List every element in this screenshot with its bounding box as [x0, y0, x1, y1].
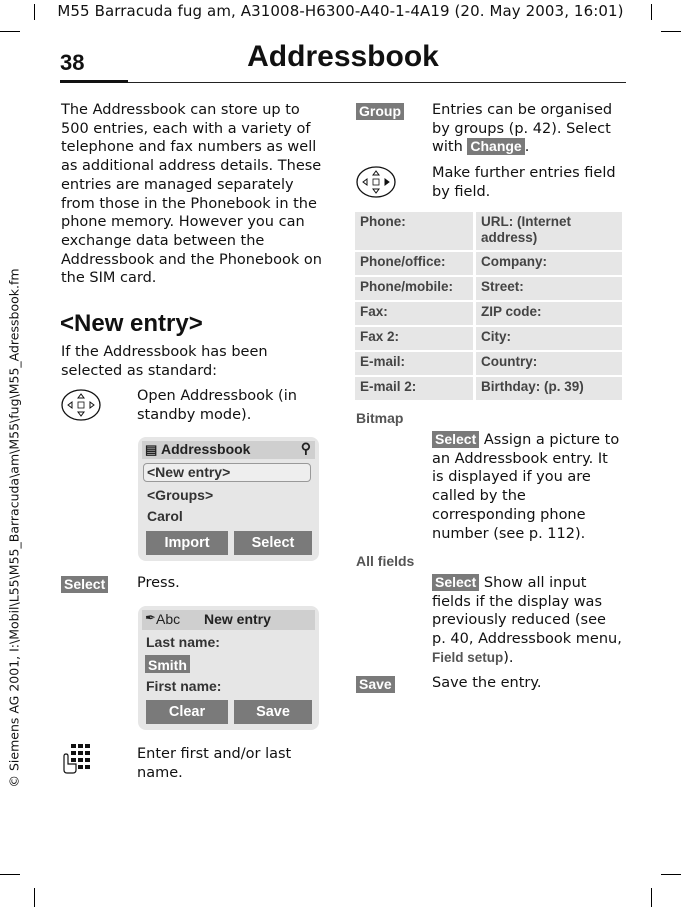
title-rule	[60, 82, 626, 83]
field-cell: E-mail:	[355, 352, 473, 375]
step-enter-name: Enter first and/or last name.	[137, 746, 292, 781]
save-button[interactable]: Save	[234, 700, 312, 724]
all-fields-text: Show all input fields if the display was previously reduced (see p. 40, Addressbook menu,	[432, 575, 622, 648]
field-cell: Fax 2:	[355, 327, 473, 350]
crop-mark	[661, 31, 681, 32]
title-rule-thick	[60, 80, 128, 83]
phone-screen-addressbook	[138, 437, 319, 561]
table-row	[355, 252, 622, 275]
select-key: Select	[432, 431, 479, 448]
import-button[interactable]: Import	[146, 531, 228, 555]
change-key: Change	[467, 138, 524, 155]
table-row	[355, 302, 622, 325]
last-name-field[interactable]	[145, 655, 190, 673]
field-cell: Phone/mobile:	[355, 277, 473, 300]
select-key: Select	[61, 576, 108, 593]
bitmap-description	[432, 431, 624, 543]
last-name-label: Last name:	[146, 634, 220, 650]
field-cell: Birthday: (p. 39)	[473, 377, 622, 400]
save-description: Save the entry.	[432, 675, 542, 691]
section-heading: <New entry>	[60, 310, 203, 337]
field-cell: URL: (Internet address)	[473, 212, 622, 250]
bitmap-text: Assign a picture to an Addressbook entry. It is displayed if you are called by the corresponding phone number (see p. 112).	[432, 432, 620, 542]
last-name-value: Smith	[148, 657, 187, 673]
all-fields-label: All fields	[356, 553, 415, 569]
intro-paragraph: The Addressbook can store up to 500 entries, each with a variety of telephone and fax numbers as well as additional address details. These entries are managed separately from those in the Phonebook in the phone memory. However you can exchange data between the Addressbook and the Phonebook on the SIM card.	[61, 102, 322, 287]
group-description	[432, 101, 624, 157]
save-key: Save	[356, 676, 395, 693]
field-cell: ZIP code:	[473, 302, 622, 325]
phone-screen-new-entry	[138, 606, 319, 730]
field-cell: E-mail 2:	[355, 377, 473, 400]
page-title: Addressbook	[247, 40, 439, 73]
screen-title: New entry	[204, 611, 271, 627]
crop-mark	[34, 888, 35, 907]
addressbook-icon: ▤	[145, 442, 158, 457]
group-text: Entries can be organised by groups (p. 42). Select with	[432, 102, 613, 156]
copyright-note: © Siemens AG 2001, I:\Mobil\L55\M55_Barracuda\am\M55\fug\M55_Adressbook.fm	[6, 268, 22, 788]
input-mode: Abc	[156, 611, 181, 627]
navigation-key-icon	[60, 388, 102, 426]
crop-mark	[661, 874, 681, 875]
field-cell: Company:	[473, 252, 622, 275]
field-cell: Fax:	[355, 302, 473, 325]
screen-title-bar	[142, 610, 315, 630]
fields-table	[355, 210, 622, 402]
all-fields-end: ).	[503, 649, 514, 666]
navigation-key-icon	[355, 165, 397, 203]
select-key: Select	[432, 574, 479, 591]
crop-mark	[0, 874, 20, 875]
table-row	[355, 377, 622, 400]
crop-mark	[651, 888, 652, 907]
list-item[interactable]: Carol	[147, 508, 183, 524]
nav-description: Make further entries field by field.	[432, 165, 616, 200]
select-button[interactable]: Select	[234, 531, 312, 555]
standard-note: If the Addressbook has been selected as standard:	[61, 344, 268, 379]
table-row	[355, 277, 622, 300]
screen-title: Addressbook	[161, 441, 251, 457]
first-name-label: First name:	[146, 678, 222, 694]
field-cell: Phone/office:	[355, 252, 473, 275]
all-fields-description	[432, 574, 624, 668]
field-cell: Street:	[473, 277, 622, 300]
field-setup-menu: Field setup	[432, 649, 504, 665]
screen-title-bar	[142, 441, 315, 459]
pen-icon: ✒	[145, 610, 156, 625]
clear-button[interactable]: Clear	[146, 700, 228, 724]
table-row	[355, 212, 622, 250]
step-open-addressbook: Open Addressbook (in standby mode).	[137, 388, 297, 423]
list-item[interactable]: <Groups>	[147, 487, 214, 503]
table-row	[355, 327, 622, 350]
crop-mark	[0, 31, 20, 32]
search-icon: ⚲	[300, 440, 311, 456]
keypad-icon	[61, 744, 93, 778]
list-item[interactable]: <New entry>	[147, 464, 231, 480]
step-press: Press.	[137, 575, 180, 591]
running-header: M55 Barracuda fug am, A31008-H6300-A40-1-4A19 (20. May 2003, 16:01)	[57, 2, 624, 20]
page-number: 38	[60, 50, 85, 75]
group-key: Group	[356, 103, 404, 120]
bitmap-label: Bitmap	[356, 410, 404, 426]
field-cell: Country:	[473, 352, 622, 375]
table-row	[355, 352, 622, 375]
field-cell: City:	[473, 327, 622, 350]
group-end: .	[524, 139, 530, 156]
field-cell: Phone:	[355, 212, 473, 250]
